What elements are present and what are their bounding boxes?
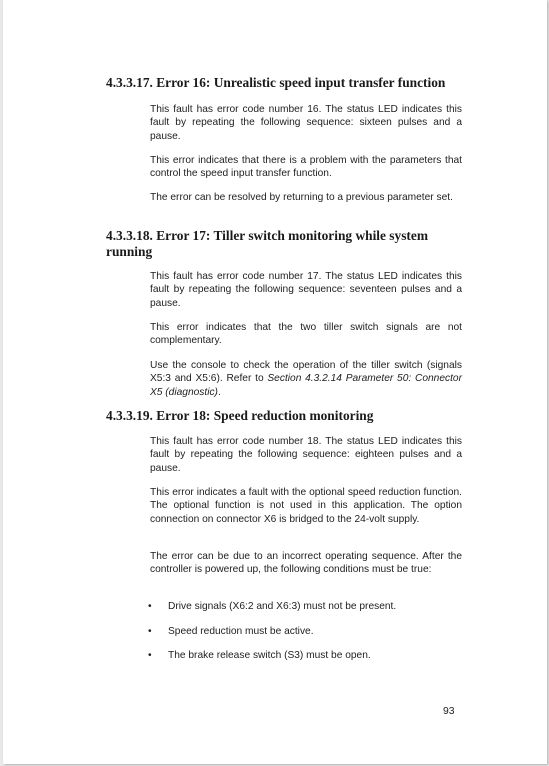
paragraph: This error indicates a fault with the optional speed reduction function. The optional function is not used in this application. The option connection on connector X6 is bridged to the 24-volt supply.: [150, 487, 462, 525]
document-page: [3, 0, 547, 764]
paragraph: This error indicates that the two tiller switch signals are not complementary.: [150, 322, 462, 347]
paragraph-text: Use the console to check the operation of the tiller switch (signals X5:3 and X5:6). Refer to: [150, 360, 462, 385]
paragraph: The error can be resolved by returning to a previous parameter set.: [150, 192, 453, 203]
bullet-icon: •: [148, 601, 152, 612]
section-heading-error-16: 4.3.3.17. Error 16: Unrealistic speed input transfer function: [106, 75, 446, 90]
paragraph-with-reference: [150, 359, 462, 399]
paragraph: This fault has error code number 18. The status LED indicates this fault by repeating the following sequence: eighteen pulses and a pause.: [150, 436, 462, 474]
list-item-text: Speed reduction must be active.: [168, 626, 314, 637]
section-heading-error-18: 4.3.3.19. Error 18: Speed reduction monitoring: [106, 408, 374, 423]
paragraph: The error can be due to an incorrect operating sequence. After the controller is powered up, the following conditions must be true:: [150, 551, 462, 576]
paragraph: This fault has error code number 17. The status LED indicates this fault by repeating the following sequence: seventeen pulses and a pause.: [150, 271, 462, 309]
paragraph: This fault has error code number 16. The status LED indicates this fault by repeating the following sequence: sixteen pulses and a pause.: [150, 104, 462, 142]
paragraph: This error indicates that there is a problem with the parameters that control the speed input transfer function.: [150, 155, 462, 180]
paragraph-end: .: [217, 386, 221, 398]
list-item-text: The brake release switch (S3) must be open.: [168, 650, 371, 661]
section-heading-error-17: 4.3.3.18. Error 17: Tiller switch monitoring while system running: [106, 228, 428, 259]
bullet-icon: •: [148, 650, 152, 661]
page-number: 93: [443, 706, 455, 717]
section-reference-link: Section 4.3.2.14 Parameter 50: Connector X5 (diagnostic): [150, 373, 462, 398]
list-item-text: Drive signals (X6:2 and X6:3) must not be present.: [168, 601, 397, 612]
bullet-icon: •: [148, 626, 152, 637]
